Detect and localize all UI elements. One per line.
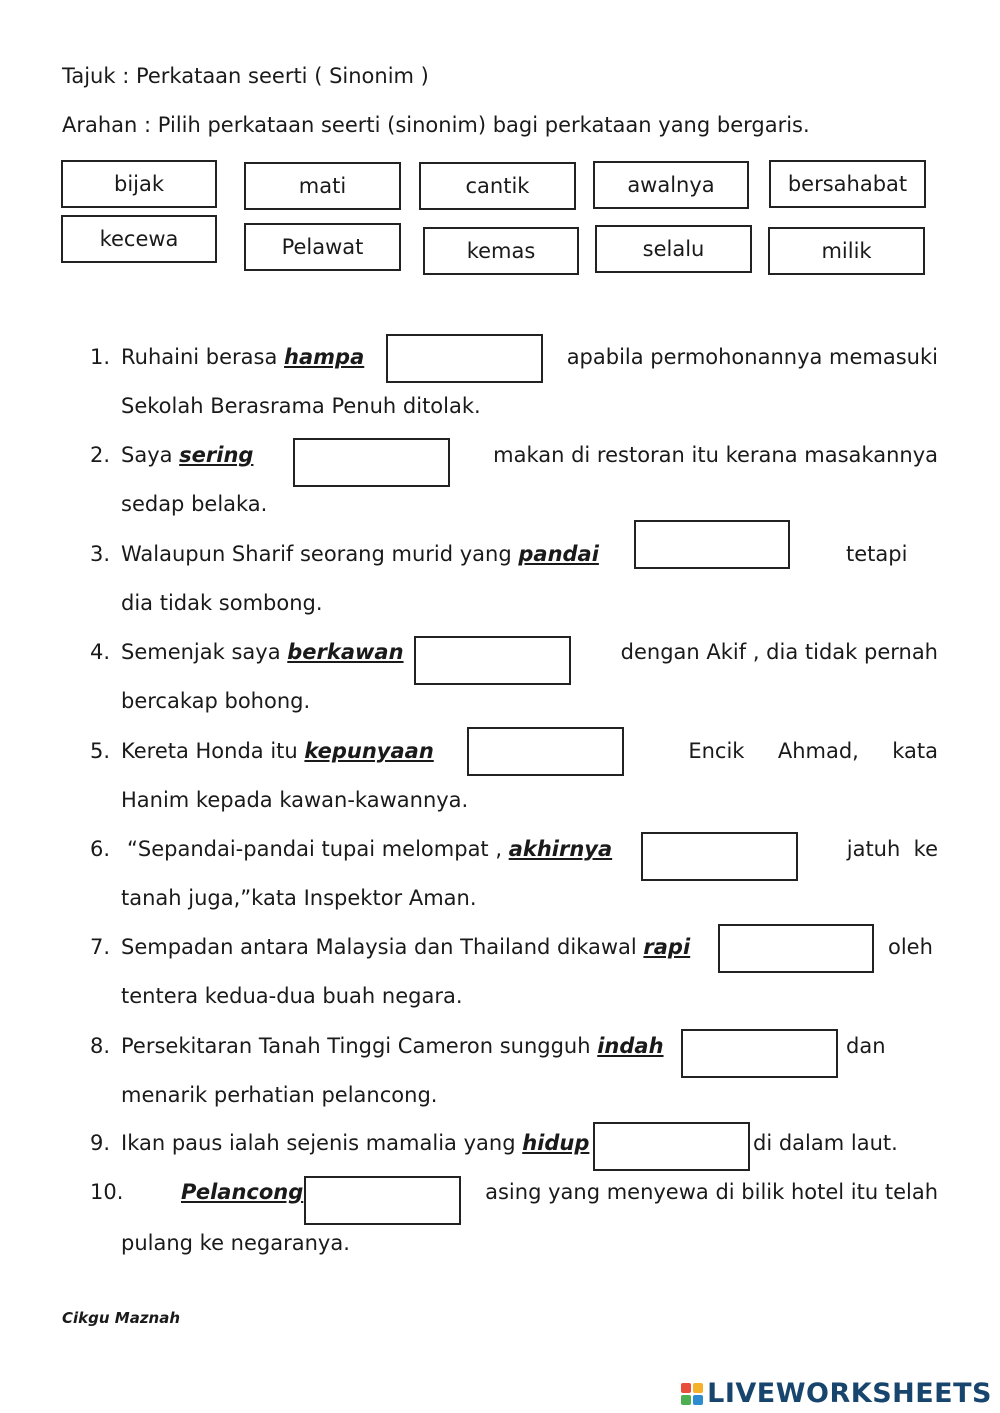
question-number: 6. bbox=[90, 837, 111, 861]
answer-box[interactable] bbox=[293, 438, 450, 487]
question-number: 8. bbox=[90, 1034, 111, 1058]
word-bank-item[interactable]: awalnya bbox=[593, 161, 749, 209]
question-text-continued: dia tidak sombong. bbox=[121, 591, 323, 615]
question-text: Saya sering bbox=[121, 443, 254, 467]
question-number: 1. bbox=[90, 345, 111, 369]
question-text-after: makan di restoran itu kerana masakannya bbox=[493, 443, 938, 467]
question-text-continued: sedap belaka. bbox=[121, 492, 268, 516]
question-number: 3. bbox=[90, 542, 111, 566]
answer-box[interactable] bbox=[304, 1176, 461, 1225]
question-text-after: dan bbox=[846, 1034, 886, 1058]
underlined-word: Pelancong bbox=[181, 1180, 304, 1204]
underlined-word: berkawan bbox=[287, 640, 404, 664]
underlined-word: hampa bbox=[284, 345, 365, 369]
answer-box[interactable] bbox=[634, 520, 790, 569]
word-bank-item[interactable]: cantik bbox=[419, 162, 576, 210]
question-text: Semenjak saya berkawan bbox=[121, 640, 404, 664]
author-credit: Cikgu Maznah bbox=[62, 1309, 181, 1327]
question-text: Ruhaini berasa hampa bbox=[121, 345, 365, 369]
underlined-word: kepunyaan bbox=[304, 739, 434, 763]
answer-box[interactable] bbox=[386, 334, 543, 383]
answer-box[interactable] bbox=[681, 1029, 838, 1078]
question-text-continued: tentera kedua-dua buah negara. bbox=[121, 984, 463, 1008]
question-text: Persekitaran Tanah Tinggi Cameron sungguh indah bbox=[121, 1034, 664, 1058]
question-number: 7. bbox=[90, 935, 111, 959]
answer-box[interactable] bbox=[718, 924, 874, 973]
question-text-after: di dalam laut. bbox=[753, 1131, 898, 1155]
worksheet-title: Tajuk : Perkataan seerti ( Sinonim ) bbox=[62, 64, 429, 88]
word-bank-item[interactable]: bersahabat bbox=[769, 160, 926, 208]
question-text: Kereta Honda itu kepunyaan bbox=[121, 739, 434, 763]
question-text bbox=[181, 1180, 303, 1204]
question-number: 10. bbox=[90, 1180, 124, 1204]
answer-box[interactable] bbox=[467, 727, 624, 776]
question-text-continued: bercakap bohong. bbox=[121, 689, 311, 713]
underlined-word: hidup bbox=[522, 1131, 590, 1155]
question-text: Walaupun Sharif seorang murid yang pandai bbox=[121, 542, 599, 566]
word-bank-item[interactable]: mati bbox=[244, 162, 401, 210]
question-text: “Sepandai-pandai tupai melompat , akhirnya bbox=[127, 837, 613, 861]
question-text-after: oleh bbox=[888, 935, 933, 959]
answer-box[interactable] bbox=[641, 832, 798, 881]
question-number: 9. bbox=[90, 1131, 111, 1155]
question-number: 4. bbox=[90, 640, 111, 664]
question-text: Sempadan antara Malaysia dan Thailand dikawal rapi bbox=[121, 935, 691, 959]
question-text-after: asing yang menyewa di bilik hotel itu telah bbox=[485, 1180, 938, 1204]
answer-box[interactable] bbox=[414, 636, 571, 685]
question-text-continued: tanah juga,”kata Inspektor Aman. bbox=[121, 886, 477, 910]
question-text-after: dengan Akif , dia tidak pernah bbox=[620, 640, 938, 664]
question-text-continued: Hanim kepada kawan-kawannya. bbox=[121, 788, 469, 812]
word-bank-item[interactable]: kecewa bbox=[61, 215, 217, 263]
underlined-word: rapi bbox=[643, 935, 691, 959]
question-text-continued: pulang ke negaranya. bbox=[121, 1231, 350, 1255]
question-number: 5. bbox=[90, 739, 111, 763]
worksheet-instruction: Arahan : Pilih perkataan seerti (sinonim) bagi perkataan yang bergaris. bbox=[62, 113, 810, 137]
question-text-after: tetapi bbox=[846, 542, 908, 566]
word-bank-item[interactable]: milik bbox=[768, 227, 925, 275]
question-text-continued: menarik perhatian pelancong. bbox=[121, 1083, 438, 1107]
underlined-word: akhirnya bbox=[508, 837, 613, 861]
answer-box[interactable] bbox=[593, 1122, 750, 1171]
liveworksheets-logo-icon bbox=[681, 1383, 703, 1405]
underlined-word: indah bbox=[597, 1034, 664, 1058]
question-text-after: jatuh ke bbox=[846, 837, 938, 861]
question-text-continued: Sekolah Berasrama Penuh ditolak. bbox=[121, 394, 481, 418]
question-text-after: apabila permohonannya memasuki bbox=[566, 345, 938, 369]
brand-name: LIVEWORKSHEETS bbox=[707, 1378, 992, 1409]
question-number: 2. bbox=[90, 443, 111, 467]
word-bank-item[interactable]: kemas bbox=[423, 227, 579, 275]
word-bank-item[interactable]: selalu bbox=[595, 225, 752, 273]
underlined-word: sering bbox=[179, 443, 254, 467]
underlined-word: pandai bbox=[518, 542, 599, 566]
word-bank-item[interactable]: Pelawat bbox=[244, 223, 401, 271]
question-text: Ikan paus ialah sejenis mamalia yang hidup bbox=[121, 1131, 590, 1155]
word-bank-item[interactable]: bijak bbox=[61, 160, 217, 208]
question-text-after: Encik Ahmad, kata bbox=[688, 739, 938, 763]
liveworksheets-brand[interactable] bbox=[681, 1378, 992, 1409]
